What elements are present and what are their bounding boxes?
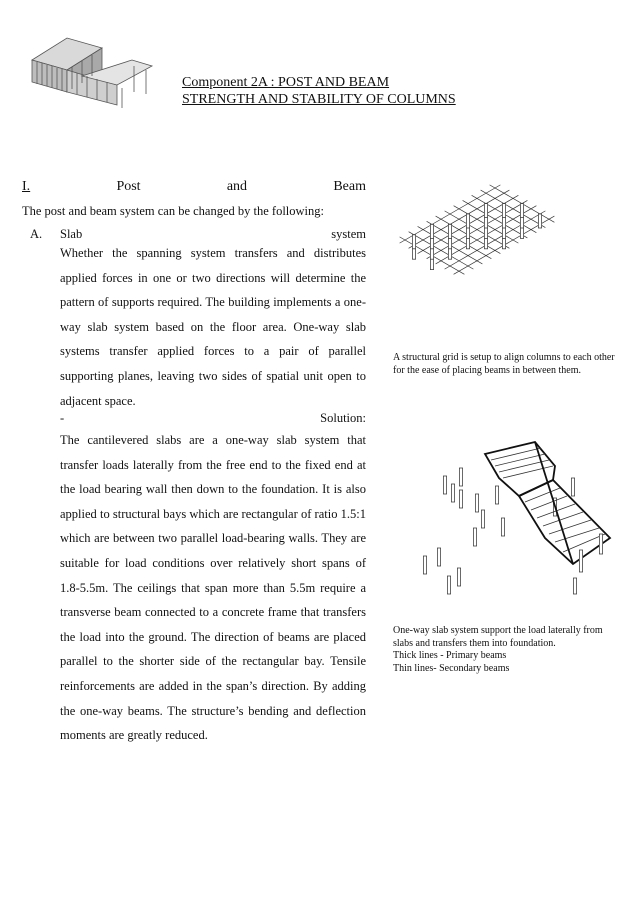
column-post (520, 204, 523, 218)
column-post (481, 510, 484, 528)
secondary-beam (543, 512, 583, 526)
column-post (437, 548, 440, 566)
item-a-label-end: system (331, 227, 366, 241)
column-post (473, 528, 476, 546)
heading-word-3: Beam (333, 179, 366, 194)
secondary-beam (531, 496, 567, 510)
column-post (430, 224, 433, 238)
column-post (484, 204, 487, 218)
solution-label: Solution: (320, 411, 366, 425)
column-post (573, 578, 576, 594)
item-a-label: Slab (60, 227, 83, 241)
column-post (448, 224, 451, 238)
secondary-beam (491, 448, 541, 460)
solution-paragraph: The cantilevered slabs are a one-way slab system that transfer loads laterally from the free end to the fixed end at the load bearing wall then down to the foundation. It is also applied to structural bays which are rectangular of ratio 1.5:1 which are between two parallel load-bearing walls. They are suitable for load conditions over relatively short spans of 1.8-5.5m. The ceilings that span more than 5.5m require a transverse beam connected to a concrete frame that transfers the load into the ground. The direction of beams are placed parallel to the shorter side of the rectangular bay. Tensile reinforcements are added in the span’s direction. By adding the one-way beams. The structure’s bending and deflection moments are greatly reduced. (60, 433, 366, 743)
heading-word-1: Post (116, 179, 141, 194)
structural-grid-diagram (395, 170, 620, 350)
secondary-beam (495, 454, 545, 466)
heading-word-2: and (226, 179, 248, 194)
title-line-2: STRENGTH AND STABILITY OF COLUMNS (182, 92, 456, 107)
grid-caption: A structural grid is setup to align columns to each other for the ease of placing beams in between them. (393, 352, 615, 376)
column-post (457, 568, 460, 586)
column-post (538, 214, 541, 228)
column-post (599, 534, 602, 554)
column-post (443, 476, 446, 494)
item-a-heading (22, 227, 366, 242)
column-post (412, 235, 415, 249)
solution-heading (60, 411, 366, 426)
page-title (182, 74, 456, 108)
column-post (501, 518, 504, 536)
column-post (447, 576, 450, 594)
column-post (571, 478, 574, 496)
column-post (466, 214, 469, 228)
column-post (579, 550, 582, 572)
solution-dash: - (60, 411, 65, 425)
column-post (495, 486, 498, 504)
item-a-letter: A. (30, 227, 43, 241)
slab-caption-line-2: Thick lines - Primary beams (393, 650, 507, 661)
column-post (423, 556, 426, 574)
slab-caption (393, 625, 621, 675)
column-post (459, 468, 462, 486)
column-post (459, 490, 462, 508)
intro-text: The post and beam system can be changed by the following: (22, 204, 325, 218)
one-way-slab-diagram (405, 438, 620, 610)
column-post (502, 204, 505, 218)
item-a-paragraph: Whether the spanning system transfers and distributes applied forces in one or two directions will determine the pattern of supports required. The building implements a one-way slab system based on the floor area. One-way slab systems transfer applied forces to a pair of parallel supporting planes, leaving two sides of spatial unit open to adjacent space. (60, 246, 366, 408)
section-numeral: I. (22, 179, 31, 194)
slab-caption-line-3: Thin lines- Secondary beams (393, 662, 510, 674)
slab-caption-line-1: One-way slab system support the load laterally from slabs and transfers them into foundation. (393, 625, 603, 649)
building-model-image (22, 30, 162, 112)
column-post (475, 494, 478, 512)
title-line-1: Component 2A : POST AND BEAM (182, 75, 390, 90)
section-heading (22, 179, 366, 195)
column-post (451, 484, 454, 502)
